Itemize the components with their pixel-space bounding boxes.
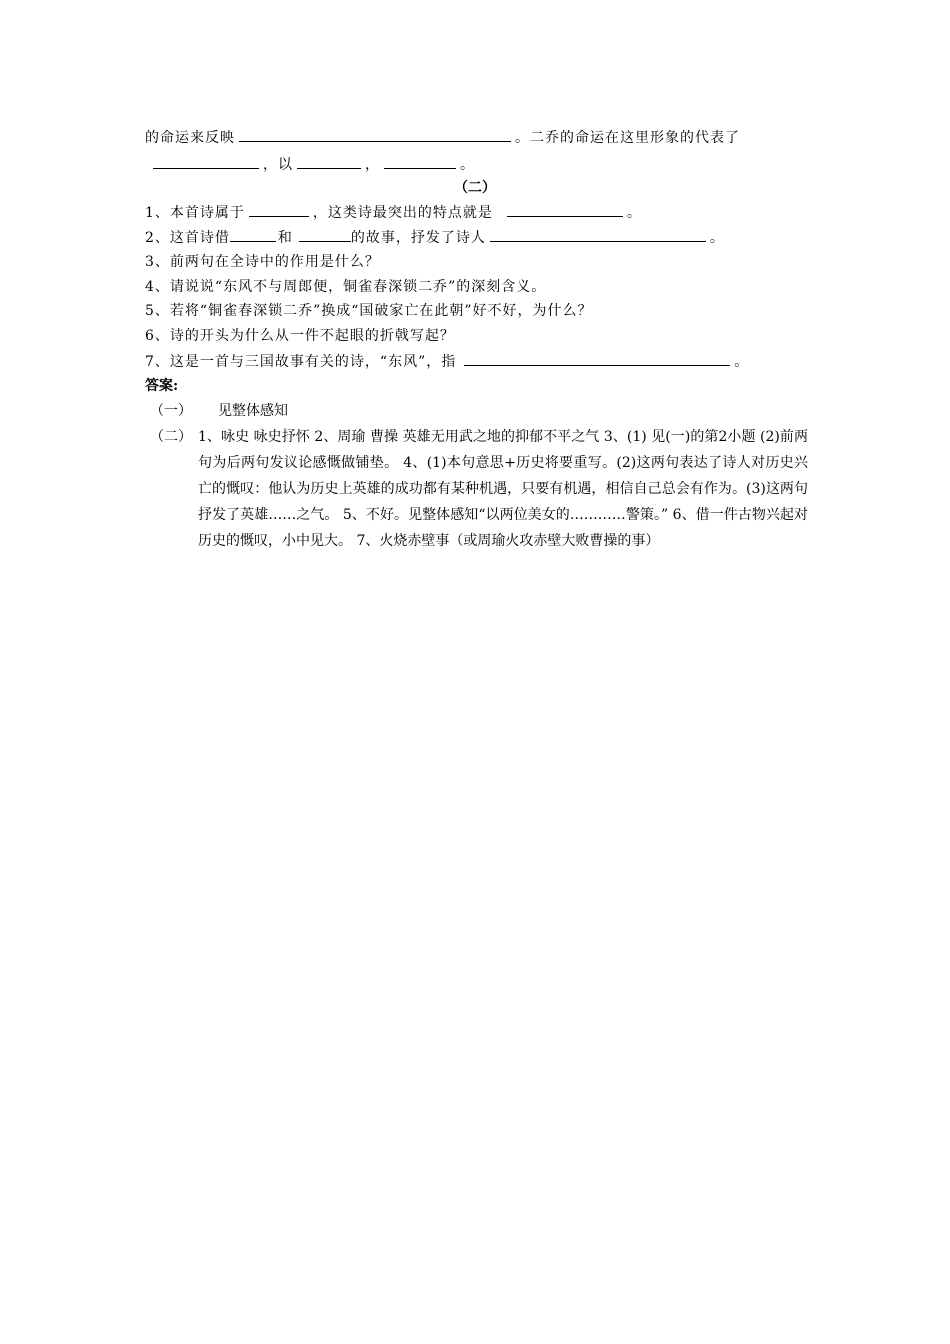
answer-text-2: 1、咏史 咏史抒怀 2、周瑜 曹操 英雄无用武之地的抑郁不平之气 3、(1) 见(一)的第2小题 (2)前两句为后两句发议论感慨做铺垫。 4、(1)本句意思+历史将要重写。(2)这两句表达了诗人对历史兴亡的慨叹：他认为历史上英雄的成功都有某种机遇，只要有机遇，相信自己总会有作为。(3)这两句抒发了英雄……之气。 5、不好。见整体感知“以两位美女的…………警策。” 6、借一件古物兴起对历史的慨叹，小中见大。 7、火烧赤壁事（或周瑜火攻赤壁大败曹操的事）	[198, 429, 808, 549]
q7-text-b: 。	[734, 354, 750, 370]
part1-text-b: 。二乔的命运在这里形象的代表了	[515, 130, 740, 146]
answer-label-2: （二）	[150, 429, 192, 445]
q2-text-c: 的故事，抒发了诗人	[350, 230, 486, 246]
blank-line	[464, 352, 730, 366]
blank-line	[299, 228, 351, 242]
part1-line2	[145, 155, 475, 174]
part1-text-a: 的命运来反映	[145, 130, 235, 146]
part1-line1	[145, 128, 740, 147]
q2-text-b: 和	[277, 230, 293, 246]
blank-line	[249, 203, 309, 217]
q1-text-a: 1、本首诗属于	[145, 205, 245, 221]
part1-text-c: ，以	[263, 157, 293, 173]
question-3: 3、前两句在全诗中的作用是什么？	[145, 254, 380, 270]
question-1	[145, 203, 642, 222]
blank-line	[384, 155, 456, 169]
answer-label-1: （一）	[150, 403, 192, 419]
question-7	[145, 352, 749, 371]
blank-line	[153, 155, 259, 169]
question-2	[145, 228, 725, 247]
blank-line	[239, 128, 511, 142]
section-title: （二）	[454, 180, 496, 196]
q2-text-d: 。	[709, 230, 725, 246]
answers-heading: 答案:	[145, 378, 179, 394]
blank-line	[230, 228, 276, 242]
question-6: 6、诗的开头为什么从一件不起眼的折戟写起？	[145, 328, 455, 344]
q7-text-a: 7、这是一首与三国故事有关的诗，“东风”，指	[145, 354, 457, 370]
q1-text-b: ，这类诗最突出的特点就是	[312, 205, 493, 221]
question-5: 5、若将“铜雀春深锁二乔”换成“国破家亡在此朝”好不好，为什么？	[145, 303, 593, 319]
blank-line	[297, 155, 361, 169]
part1-text-d: ，	[365, 157, 380, 173]
blank-line	[490, 228, 706, 242]
q1-text-c: 。	[626, 205, 642, 221]
part1-text-e: 。	[460, 157, 475, 173]
question-4: 4、请说说“东风不与周郎便，铜雀春深锁二乔”的深刻含义。	[145, 279, 547, 295]
blank-line	[507, 203, 623, 217]
q2-text-a: 2、这首诗借	[145, 230, 230, 246]
answer-text-1: 见整体感知	[218, 403, 288, 419]
